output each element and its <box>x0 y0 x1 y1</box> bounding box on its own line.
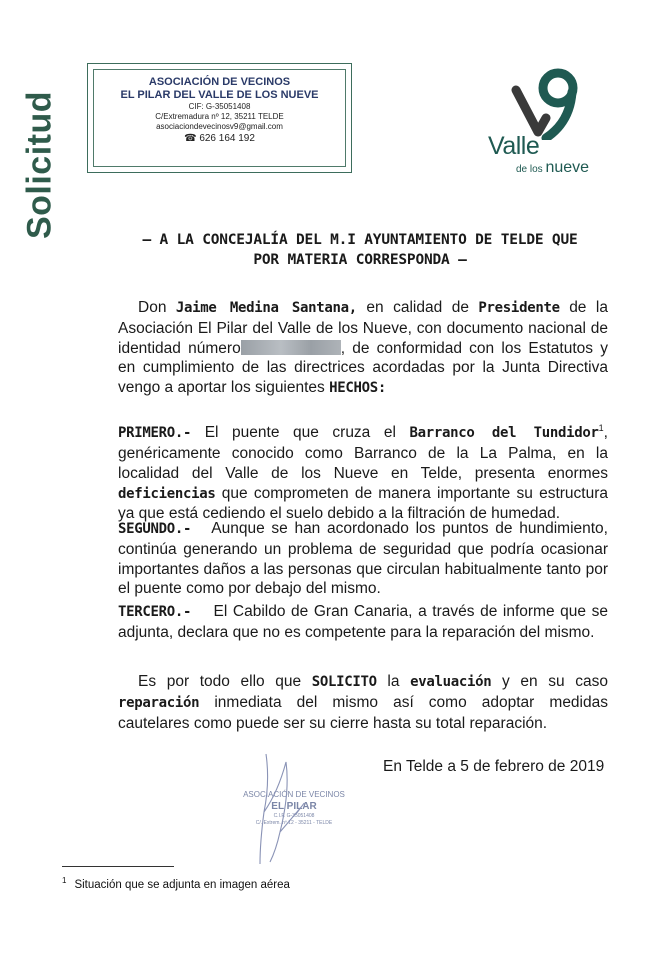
reparacion-word: reparación <box>118 694 200 711</box>
recipient-line2: POR MATERIA CORRESPONDA — <box>253 252 467 268</box>
stamp-line3: C.I.F. G-35051408 <box>273 813 315 819</box>
logo-brand-main: nueve <box>545 159 590 176</box>
primero-text-3: que comprometen de manera importante su estructura ya que está cediendo el suelo debido a la filtración de humedad. <box>118 484 608 523</box>
primero-label: PRIMERO.- <box>118 425 192 442</box>
association-stamp <box>230 752 350 872</box>
association-address: C/Extremadura nº 12, 35211 TELDE <box>155 112 284 121</box>
footnote-text: Situación que se adjunta en imagen aérea <box>74 878 290 891</box>
intro-paragraph <box>118 298 608 399</box>
evaluacion-word: evaluación <box>410 674 492 690</box>
solicito-paragraph <box>118 672 608 733</box>
president-role: Presidente <box>478 300 560 316</box>
logo-brand-de-los-nueve <box>516 159 589 177</box>
side-title <box>20 70 60 260</box>
recipient-heading <box>100 230 620 270</box>
association-name-line2: EL PILAR DEL VALLE DE LOS NUEVE <box>120 89 319 101</box>
solicito-text-1: Es por todo ello que <box>138 673 302 690</box>
footnote-number: 1 <box>62 876 67 885</box>
intro-text-4: , de conformidad con los Estatutos y en cumplimiento de las directrices acordadas por la Junta Directiva vengo a aportar los siguientes <box>118 339 608 397</box>
valle-de-los-nueve-logo <box>486 60 606 180</box>
solicito-text-4: inmediata del mismo así como adoptar medidas cautelares como puede ser su cierre hasta su total reparación. <box>118 693 608 732</box>
solicito-text-2: la <box>387 673 400 690</box>
footnote-ref: 1 <box>598 423 604 433</box>
logo-brand-valle: Valle <box>488 132 540 160</box>
segundo-text: Aunque se han acordonado los puntos de hundimiento, continúa generando un problema de seguridad que podría ocasionar importantes daños a las personas que circulan habitualmente tanto por el puente como por debajo del mismo. <box>118 520 608 598</box>
tercero-label: TERCERO.- <box>118 604 192 620</box>
association-phone: 626 164 192 <box>199 133 255 144</box>
letterhead-box <box>87 63 352 173</box>
footnote <box>62 876 290 891</box>
signature-scribble <box>230 752 350 872</box>
solicito-word: SOLICITO <box>311 674 377 690</box>
president-name: Jaime Medina Santana, <box>175 300 357 316</box>
fact-segundo <box>118 519 608 599</box>
association-cif: CIF: G-35051408 <box>188 102 251 111</box>
footnote-separator <box>62 866 174 867</box>
stamp-line4: C/. Extrem. nº 12 - 35211 - TELDE <box>255 820 333 826</box>
deficiencias-word: deficiencias <box>118 485 216 502</box>
intro-text-1: Don <box>138 299 167 316</box>
logo-v9-mark-icon <box>486 60 606 140</box>
association-email: asociaciondevecinosv9@gmail.com <box>156 122 283 131</box>
tercero-text: El Cabildo de Gran Canaria, a través de informe que se adjunta, declara que no es competente para la reparación del mismo. <box>118 603 608 641</box>
stamp-line1: ASOCIACIÓN DE VECINOS <box>243 790 345 799</box>
barranco-name: Barranco del Tundidor <box>409 425 599 442</box>
intro-text-2: en calidad de <box>366 299 469 316</box>
primero-text-2: , genéricamente conocido como Barranco de la La Palma, en la localidad del Valle de los Nueve en Telde, presenta enormes <box>118 424 608 482</box>
recipient-line1: — A LA CONCEJALÍA DEL M.I AYUNTAMIENTO DE TELDE QUE <box>142 232 578 248</box>
fact-primero <box>118 419 608 524</box>
place-and-date: En Telde a 5 de febrero de 2019 <box>383 758 605 775</box>
hechos-label: HECHOS: <box>329 380 387 397</box>
segundo-label: SEGUNDO.- <box>118 521 192 537</box>
fact-tercero <box>118 602 608 643</box>
telephone-icon: ☎ <box>184 133 197 144</box>
association-name-line1: ASOCIACIÓN DE VECINOS <box>148 76 291 88</box>
stamp-line2: EL PILAR <box>271 801 317 812</box>
primero-text-1: El puente que cruza el <box>204 424 396 442</box>
logo-brand-prefix: de los <box>516 164 543 175</box>
intro-text-3: de la Asociación El Pilar del Valle de los Nueve, con documento nacional de identidad número <box>118 299 608 357</box>
solicito-text-3: y en su caso <box>502 673 608 690</box>
redacted-id-number <box>241 340 341 355</box>
letterhead-inner-frame <box>93 69 346 167</box>
association-phone-row <box>94 132 345 145</box>
side-title-text: Solicitud <box>20 90 59 240</box>
